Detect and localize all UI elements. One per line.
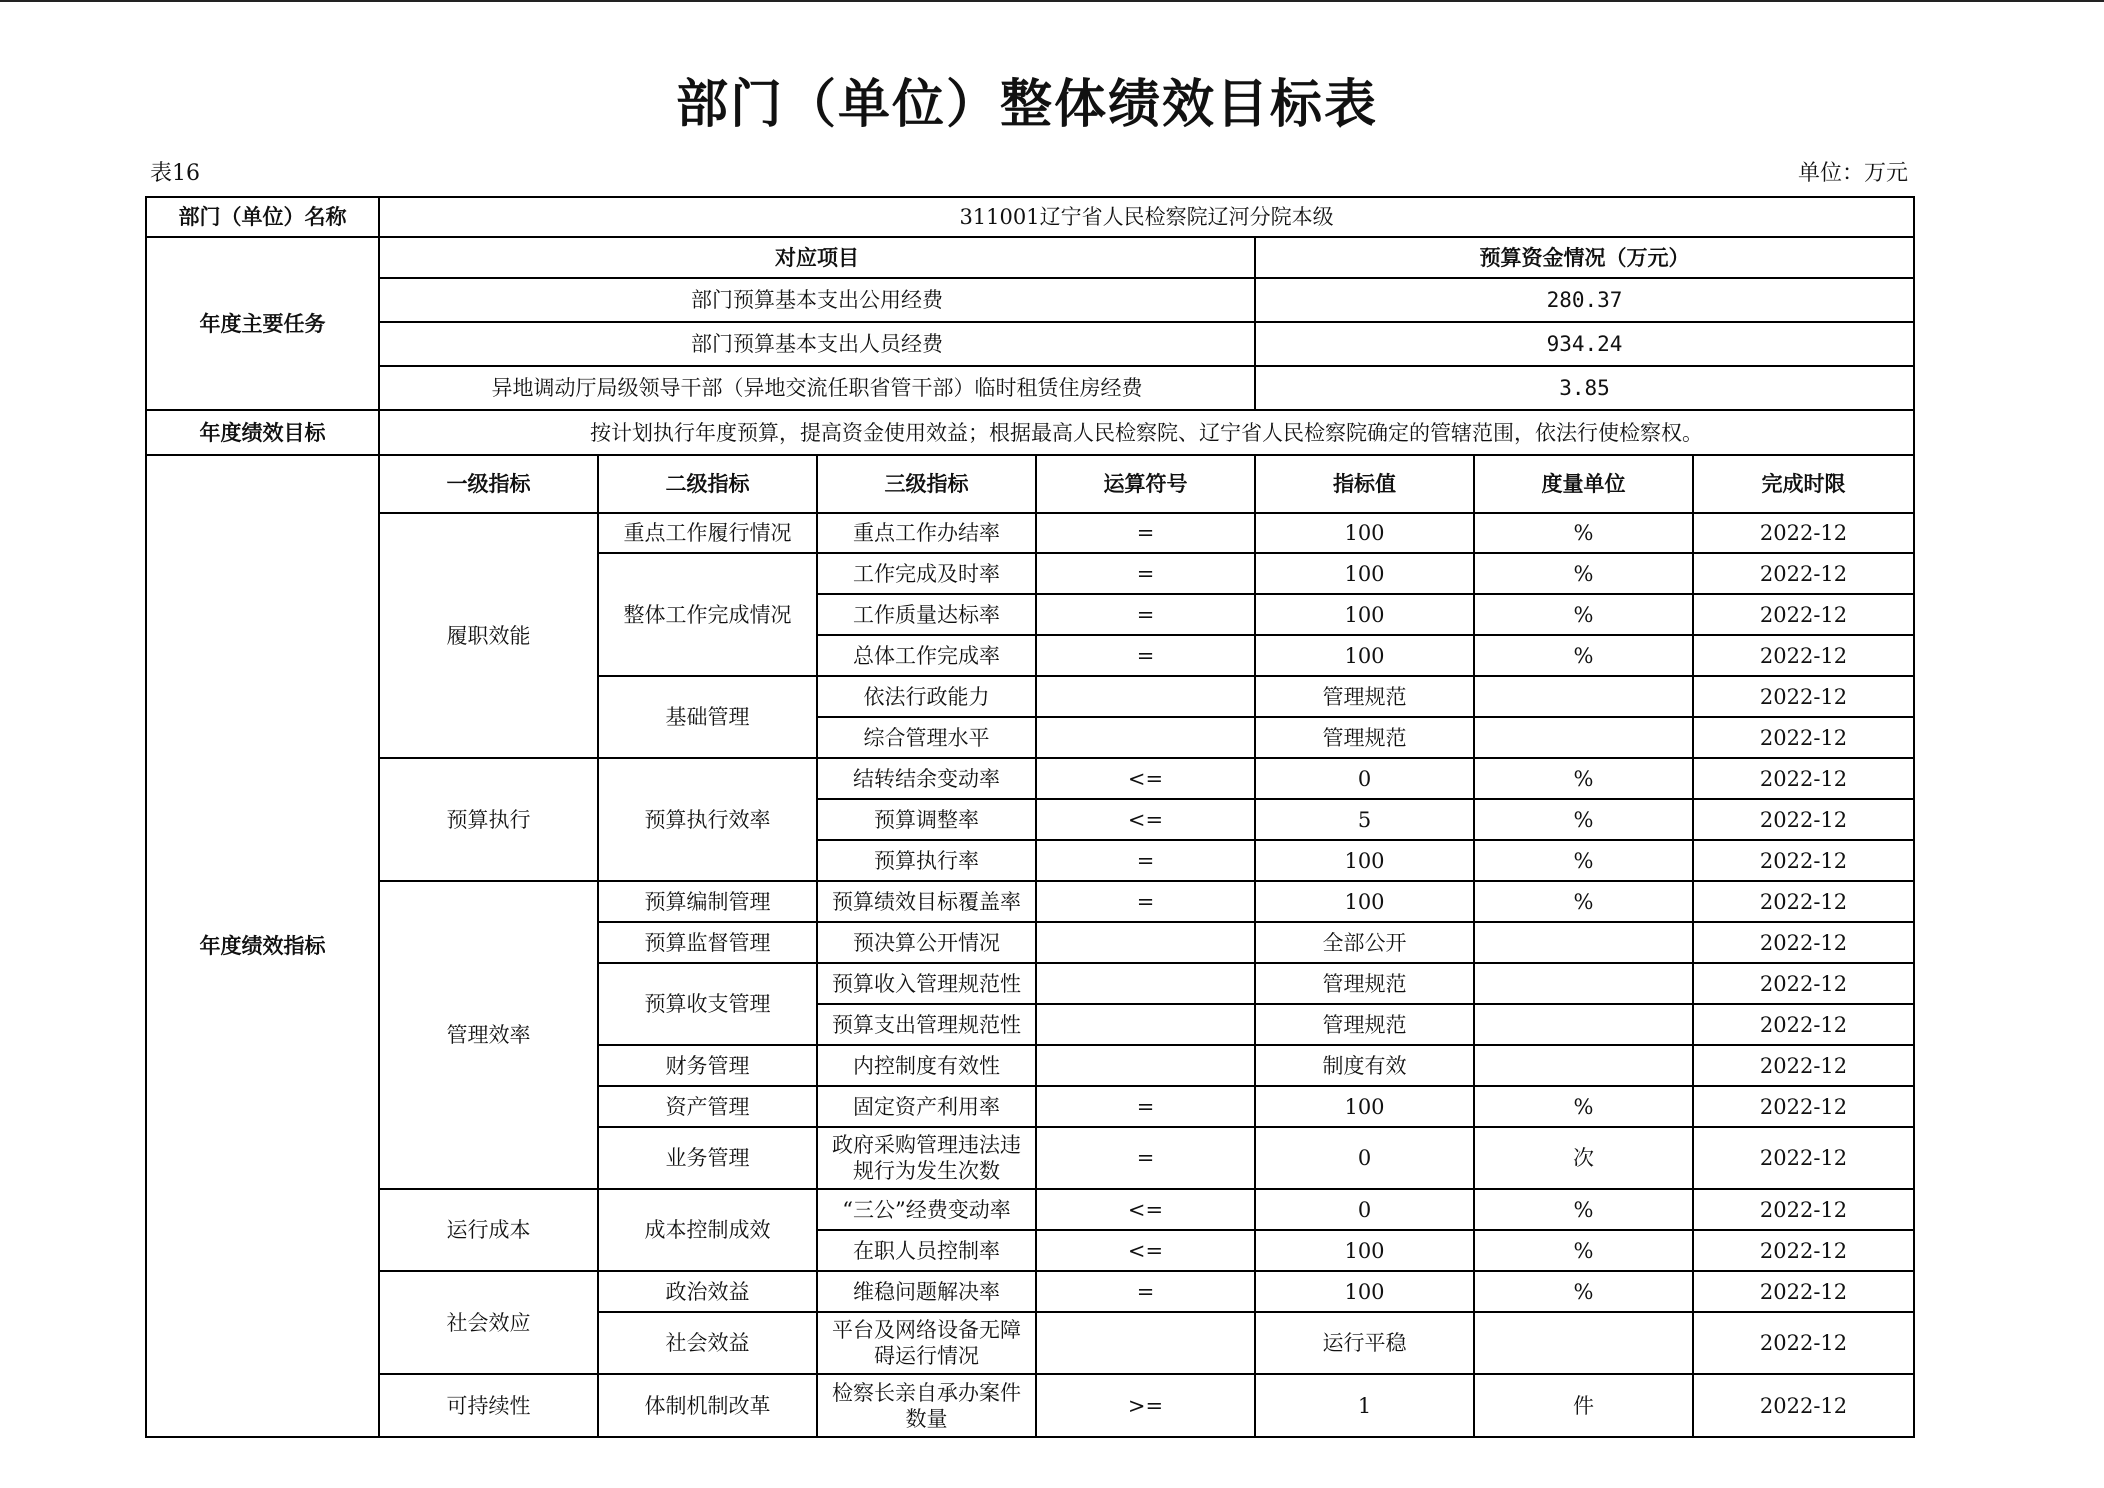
value-cell: 0 (1255, 758, 1474, 799)
level2-cell: 社会效益 (598, 1312, 817, 1374)
level3-cell: 预决算公开情况 (817, 922, 1036, 963)
operator-cell: = (1036, 1127, 1255, 1189)
dept-label-cell: 部门（单位）名称 (146, 197, 379, 237)
deadline-cell: 2022-12 (1693, 758, 1914, 799)
unit-cell: % (1474, 513, 1693, 553)
value-cell: 管理规范 (1255, 1004, 1474, 1045)
value-cell: 100 (1255, 1230, 1474, 1271)
header-operator: 运算符号 (1036, 455, 1255, 513)
deadline-cell: 2022-12 (1693, 717, 1914, 758)
unit-cell: % (1474, 1189, 1693, 1230)
value-cell: 0 (1255, 1127, 1474, 1189)
value-cell: 100 (1255, 1271, 1474, 1312)
unit-cell: % (1474, 1086, 1693, 1127)
operator-cell (1036, 922, 1255, 963)
value-cell: 管理规范 (1255, 717, 1474, 758)
task-amount: 934.24 (1255, 322, 1914, 366)
deadline-cell: 2022-12 (1693, 594, 1914, 635)
value-cell: 管理规范 (1255, 676, 1474, 717)
level2-cell: 业务管理 (598, 1127, 817, 1189)
indicator-label-cell: 年度绩效指标 (146, 455, 379, 1437)
task-item: 部门预算基本支出人员经费 (379, 322, 1255, 366)
level3-cell: 在职人员控制率 (817, 1230, 1036, 1271)
goal-text-cell: 按计划执行年度预算，提高资金使用效益；根据最高人民检察院、辽宁省人民检察院确定的管辖范围，依法行使检察权。 (379, 410, 1914, 455)
value-cell: 运行平稳 (1255, 1312, 1474, 1374)
task-header-item: 对应项目 (379, 237, 1255, 278)
operator-cell: = (1036, 513, 1255, 553)
level3-cell: 结转结余变动率 (817, 758, 1036, 799)
deadline-cell: 2022-12 (1693, 922, 1914, 963)
value-cell: 1 (1255, 1374, 1474, 1437)
level3-cell: 检察长亲自承办案件数量 (817, 1374, 1036, 1437)
unit-cell (1474, 717, 1693, 758)
operator-cell: = (1036, 594, 1255, 635)
level3-cell: 预算调整率 (817, 799, 1036, 840)
value-cell: 管理规范 (1255, 963, 1474, 1004)
unit-cell: % (1474, 1271, 1693, 1312)
level3-cell: 预算收入管理规范性 (817, 963, 1036, 1004)
value-cell: 100 (1255, 1086, 1474, 1127)
level3-cell: 预算绩效目标覆盖率 (817, 881, 1036, 922)
level2-cell: 重点工作履行情况 (598, 513, 817, 553)
level1-cell: 运行成本 (379, 1189, 598, 1271)
header-level2: 二级指标 (598, 455, 817, 513)
header-value: 指标值 (1255, 455, 1474, 513)
unit-cell (1474, 1045, 1693, 1086)
level1-cell: 社会效应 (379, 1271, 598, 1374)
value-cell: 制度有效 (1255, 1045, 1474, 1086)
level1-cell: 管理效率 (379, 881, 598, 1189)
level3-cell: “三公”经费变动率 (817, 1189, 1036, 1230)
task-item: 异地调动厅局级领导干部（异地交流任职省管干部）临时租赁住房经费 (379, 366, 1255, 410)
task-header-budget: 预算资金情况（万元） (1255, 237, 1914, 278)
level3-cell: 平台及网络设备无障碍运行情况 (817, 1312, 1036, 1374)
level1-cell: 预算执行 (379, 758, 598, 881)
deadline-cell: 2022-12 (1693, 676, 1914, 717)
deadline-cell: 2022-12 (1693, 881, 1914, 922)
operator-cell (1036, 1312, 1255, 1374)
header-unit: 度量单位 (1474, 455, 1693, 513)
deadline-cell: 2022-12 (1693, 1004, 1914, 1045)
unit-cell (1474, 676, 1693, 717)
unit-cell: % (1474, 881, 1693, 922)
deadline-cell: 2022-12 (1693, 1127, 1914, 1189)
level2-cell: 预算执行效率 (598, 758, 817, 881)
level1-cell: 履职效能 (379, 513, 598, 758)
header-level3: 三级指标 (817, 455, 1036, 513)
operator-cell: <= (1036, 1189, 1255, 1230)
value-cell: 100 (1255, 635, 1474, 676)
level2-cell: 财务管理 (598, 1045, 817, 1086)
deadline-cell: 2022-12 (1693, 1374, 1914, 1437)
unit-cell: % (1474, 799, 1693, 840)
unit-cell (1474, 963, 1693, 1004)
value-cell: 100 (1255, 840, 1474, 881)
operator-cell: = (1036, 1086, 1255, 1127)
level2-cell: 整体工作完成情况 (598, 553, 817, 676)
task-amount: 3.85 (1255, 366, 1914, 410)
level2-cell: 资产管理 (598, 1086, 817, 1127)
deadline-cell: 2022-12 (1693, 840, 1914, 881)
deadline-cell: 2022-12 (1693, 1086, 1914, 1127)
level3-cell: 工作质量达标率 (817, 594, 1036, 635)
unit-cell: % (1474, 594, 1693, 635)
level3-cell: 工作完成及时率 (817, 553, 1036, 594)
operator-cell: = (1036, 881, 1255, 922)
level2-cell: 基础管理 (598, 676, 817, 758)
unit-cell: 件 (1474, 1374, 1693, 1437)
level2-cell: 成本控制成效 (598, 1189, 817, 1271)
level2-cell: 体制机制改革 (598, 1374, 817, 1437)
task-item: 部门预算基本支出公用经费 (379, 278, 1255, 322)
deadline-cell: 2022-12 (1693, 513, 1914, 553)
value-cell: 100 (1255, 553, 1474, 594)
dept-name-cell: 311001辽宁省人民检察院辽河分院本级 (379, 197, 1914, 237)
operator-cell: = (1036, 1271, 1255, 1312)
performance-target-table (145, 196, 1915, 1438)
unit-cell (1474, 1312, 1693, 1374)
value-cell: 0 (1255, 1189, 1474, 1230)
header-level1: 一级指标 (379, 455, 598, 513)
top-border-line (0, 0, 2104, 2)
unit-cell: % (1474, 758, 1693, 799)
level2-cell: 政治效益 (598, 1271, 817, 1312)
unit-cell (1474, 1004, 1693, 1045)
unit-label: 单位：万元 (1797, 161, 1908, 186)
value-cell: 5 (1255, 799, 1474, 840)
page-title: 部门（单位）整体绩效目标表 (675, 75, 1378, 135)
level3-cell: 依法行政能力 (817, 676, 1036, 717)
deadline-cell: 2022-12 (1693, 635, 1914, 676)
level2-cell: 预算监督管理 (598, 922, 817, 963)
operator-cell: <= (1036, 758, 1255, 799)
task-label-cell: 年度主要任务 (146, 237, 379, 410)
level3-cell: 固定资产利用率 (817, 1086, 1036, 1127)
unit-cell: % (1474, 553, 1693, 594)
value-cell: 100 (1255, 513, 1474, 553)
operator-cell: <= (1036, 1230, 1255, 1271)
operator-cell (1036, 676, 1255, 717)
level3-cell: 维稳问题解决率 (817, 1271, 1036, 1312)
value-cell: 100 (1255, 881, 1474, 922)
deadline-cell: 2022-12 (1693, 799, 1914, 840)
deadline-cell: 2022-12 (1693, 963, 1914, 1004)
level3-cell: 政府采购管理违法违规行为发生次数 (817, 1127, 1036, 1189)
deadline-cell: 2022-12 (1693, 1045, 1914, 1086)
level3-cell: 预算执行率 (817, 840, 1036, 881)
deadline-cell: 2022-12 (1693, 1312, 1914, 1374)
deadline-cell: 2022-12 (1693, 553, 1914, 594)
level3-cell: 内控制度有效性 (817, 1045, 1036, 1086)
level3-cell: 重点工作办结率 (817, 513, 1036, 553)
table-number: 表16 (150, 161, 200, 186)
deadline-cell: 2022-12 (1693, 1189, 1914, 1230)
level3-cell: 总体工作完成率 (817, 635, 1036, 676)
value-cell: 全部公开 (1255, 922, 1474, 963)
unit-cell: % (1474, 840, 1693, 881)
operator-cell (1036, 1045, 1255, 1086)
unit-cell (1474, 922, 1693, 963)
goal-label-cell: 年度绩效目标 (146, 410, 379, 455)
header-deadline: 完成时限 (1693, 455, 1914, 513)
value-cell: 100 (1255, 594, 1474, 635)
operator-cell (1036, 963, 1255, 1004)
operator-cell: = (1036, 553, 1255, 594)
operator-cell: = (1036, 840, 1255, 881)
deadline-cell: 2022-12 (1693, 1230, 1914, 1271)
operator-cell: = (1036, 635, 1255, 676)
level1-cell: 可持续性 (379, 1374, 598, 1437)
unit-cell: 次 (1474, 1127, 1693, 1189)
level3-cell: 预算支出管理规范性 (817, 1004, 1036, 1045)
unit-cell: % (1474, 635, 1693, 676)
operator-cell: >= (1036, 1374, 1255, 1437)
task-amount: 280.37 (1255, 278, 1914, 322)
level2-cell: 预算编制管理 (598, 881, 817, 922)
operator-cell: <= (1036, 799, 1255, 840)
level3-cell: 综合管理水平 (817, 717, 1036, 758)
operator-cell (1036, 717, 1255, 758)
deadline-cell: 2022-12 (1693, 1271, 1914, 1312)
level2-cell: 预算收支管理 (598, 963, 817, 1045)
operator-cell (1036, 1004, 1255, 1045)
unit-cell: % (1474, 1230, 1693, 1271)
